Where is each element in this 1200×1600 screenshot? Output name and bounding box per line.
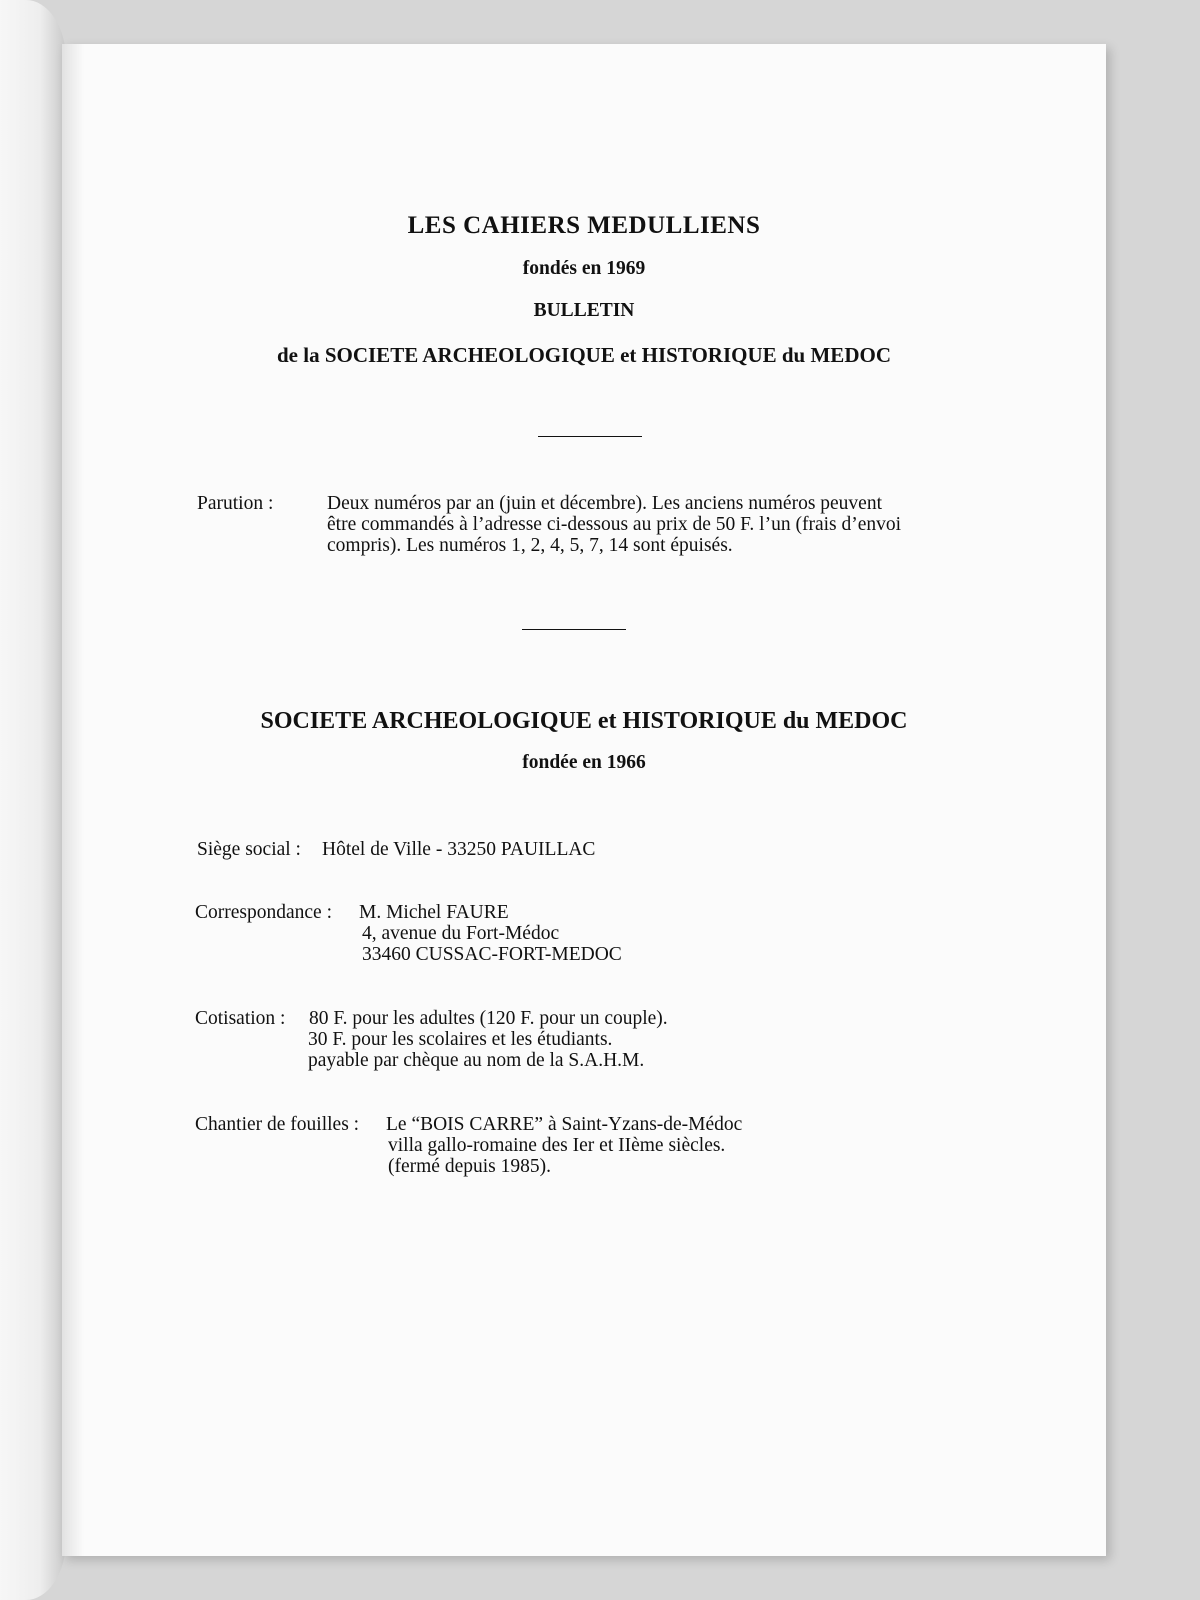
journal-title: LES CAHIERS MEDULLIENS [407,212,761,239]
society-title: SOCIETE ARCHEOLOGIQUE et HISTORIQUE du MEDOC [260,708,908,734]
correspondance-line: 33460 CUSSAC-FORT-MEDOC [362,944,622,965]
facing-page-edge [0,0,66,1600]
bulletin-society: de la SOCIETE ARCHEOLOGIQUE et HISTORIQUE du MEDOC [277,343,891,367]
chantier-line: Le “BOIS CARRE” à Saint-Yzans-de-Médoc [386,1114,743,1135]
correspondance-line: 4, avenue du Fort-Médoc [362,923,560,944]
parution-line: compris). Les numéros 1, 2, 4, 5, 7, 14 sont épuisés. [327,535,733,556]
document-page [62,44,1106,1556]
divider-rule [522,629,626,630]
chantier-line: (fermé depuis 1985). [388,1156,551,1177]
cotisation-line: 80 F. pour les adultes (120 F. pour un couple). [309,1008,668,1029]
bulletin-label: BULLETIN [533,300,635,321]
journal-founded: fondés en 1969 [522,258,646,279]
cotisation-line: payable par chèque au nom de la S.A.H.M. [308,1050,645,1071]
society-founded: fondée en 1966 [522,752,646,773]
correspondance-label: Correspondance : [195,902,332,923]
cotisation-line: 30 F. pour les scolaires et les étudiants. [308,1029,613,1050]
parution-label: Parution : [197,493,274,514]
chantier-label: Chantier de fouilles : [195,1114,360,1135]
divider-rule [538,436,642,437]
chantier-line: villa gallo-romaine des Ier et IIème siècles. [388,1135,726,1156]
siege-label: Siège social : [197,839,301,860]
parution-line: être commandés à l’adresse ci-dessous au prix de 50 F. l’un (frais d’envoi [327,514,902,535]
parution-line: Deux numéros par an (juin et décembre). Les anciens numéros peuvent [327,493,883,514]
cotisation-label: Cotisation : [195,1008,286,1029]
siege-value: Hôtel de Ville - 33250 PAUILLAC [322,839,596,860]
correspondance-line: M. Michel FAURE [359,902,509,923]
